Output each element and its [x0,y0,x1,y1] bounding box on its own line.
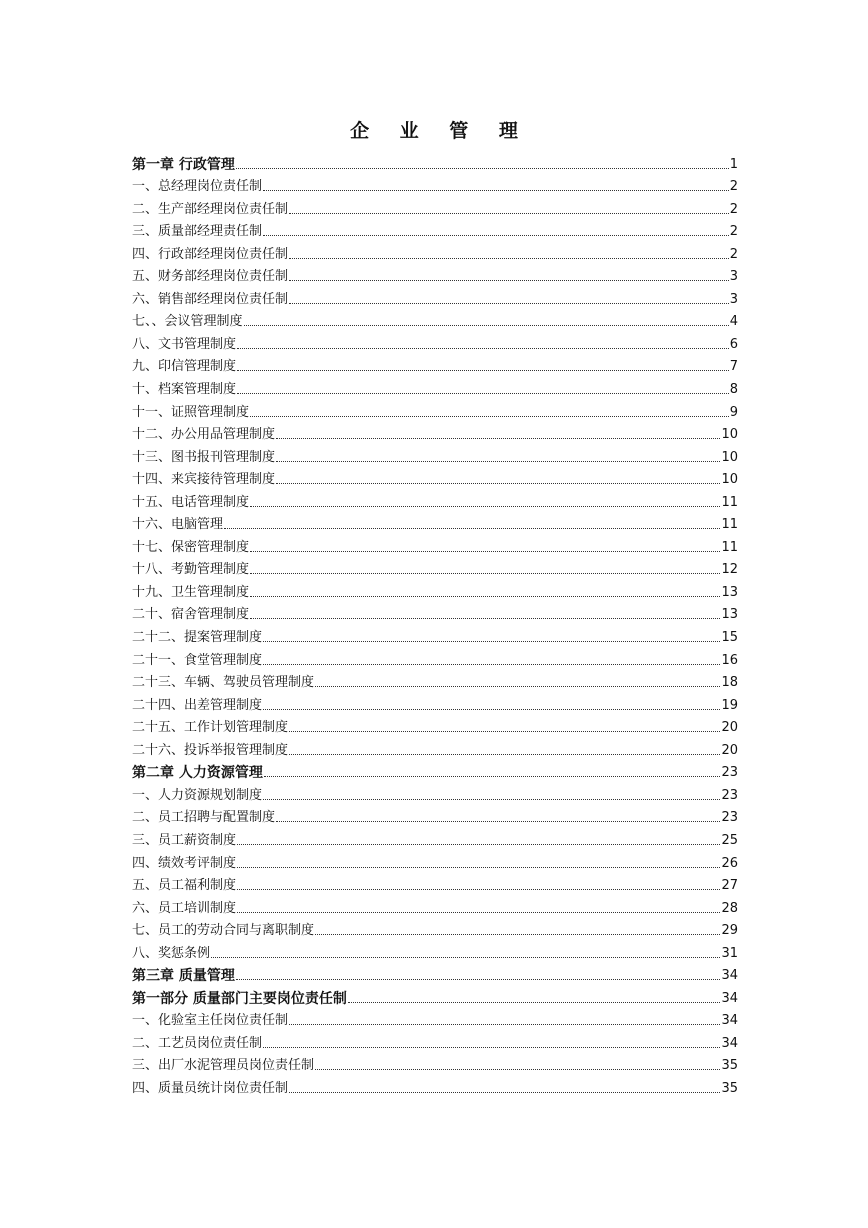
toc-page-number: 3 [729,291,738,307]
toc-page-number: 23 [721,787,738,803]
toc-dot-leader [250,617,720,619]
toc-dot-leader [315,685,720,687]
toc-entry[interactable] [132,781,738,804]
toc-entry[interactable] [132,939,738,962]
toc-entry-label: 七、、会议管理制度 [132,314,243,330]
toc-entry-label: 二十二、提案管理制度 [132,630,263,646]
toc-page-number: 11 [721,539,738,555]
toc-dot-leader [289,279,729,281]
toc-dot-leader [224,527,720,529]
toc-entry[interactable] [132,804,738,827]
toc-dot-leader [276,482,720,484]
toc-dot-leader [289,1091,720,1093]
toc-page-number: 10 [721,449,738,465]
toc-page-number: 8 [729,382,738,398]
toc-dot-leader [250,550,720,552]
toc-page-number: 12 [721,562,738,578]
toc-entry-label: 五、员工福利制度 [132,878,237,894]
toc-page-number: 16 [721,652,738,668]
toc-entry-label: 十四、来宾接待管理制度 [132,472,276,488]
toc-page-number: 27 [721,878,738,894]
toc-page-number: 23 [721,810,738,826]
toc-dot-leader [263,1046,720,1048]
toc-page-number: 2 [729,224,738,240]
toc-dot-leader [263,798,720,800]
toc-dot-leader [348,1001,721,1003]
toc-entry-label: 二、工艺员岗位责任制 [132,1035,263,1051]
toc-page-number: 34 [721,1035,738,1051]
toc-entry[interactable] [132,511,738,534]
toc-entry[interactable] [132,736,738,759]
toc-dot-leader [244,324,729,326]
toc-page-number: 2 [729,179,738,195]
toc-page-number: 3 [729,269,738,285]
toc-entry[interactable] [132,872,738,895]
toc-entry-label: 十三、图书报刊管理制度 [132,449,276,465]
toc-dot-leader [263,663,720,665]
toc-chapter-heading[interactable] [132,150,738,173]
toc-entry-label: 二十五、工作计划管理制度 [132,720,289,736]
toc-dot-leader [236,167,729,169]
toc-entry[interactable] [132,1074,738,1097]
toc-chapter-heading[interactable] [132,759,738,782]
toc-page-number: 10 [721,427,738,443]
toc-entry[interactable] [132,285,738,308]
toc-page-number: 29 [721,923,738,939]
toc-entry-label: 二十六、投诉举报管理制度 [132,742,289,758]
toc-chapter-heading[interactable] [132,962,738,985]
toc-entry-label: 第一章 行政管理 [132,156,235,173]
toc-dot-leader [289,730,720,732]
toc-chapter-heading[interactable] [132,984,738,1007]
toc-dot-leader [237,369,729,371]
toc-entry[interactable] [132,1007,738,1030]
toc-dot-leader [250,595,720,597]
toc-page-number: 35 [721,1058,738,1074]
toc-page-number: 13 [721,584,738,600]
toc-entry-label: 八、文书管理制度 [132,336,237,352]
toc-page-number: 2 [729,246,738,262]
toc-entry[interactable] [132,195,738,218]
toc-page-number: 4 [729,314,738,330]
toc-dot-leader [276,460,720,462]
toc-entry-label: 六、员工培训制度 [132,900,237,916]
toc-page-number: 28 [721,900,738,916]
toc-dot-leader [237,347,729,349]
toc-entry-label: 第三章 质量管理 [132,968,235,985]
toc-entry-label: 二、员工招聘与配置制度 [132,810,276,826]
toc-entry-label: 七、员工的劳动合同与离职制度 [132,923,315,939]
toc-entry[interactable] [132,375,738,398]
document-title: 企 业 管 理 [350,120,530,142]
toc-entry[interactable] [132,601,738,624]
toc-page-number: 23 [721,765,738,781]
toc-dot-leader [250,505,720,507]
toc-entry-label: 二十、宿舍管理制度 [132,607,250,623]
toc-dot-leader [236,978,721,980]
toc-entry[interactable] [132,173,738,196]
toc-entry[interactable] [132,646,738,669]
toc-entry-label: 十七、保密管理制度 [132,539,250,555]
toc-entry-label: 八、奖惩条例 [132,945,211,961]
toc-entry[interactable] [132,714,738,737]
toc-page-number: 11 [721,494,738,510]
toc-dot-leader [263,708,720,710]
toc-page-number: 34 [721,1013,738,1029]
toc-page-number: 9 [729,404,738,420]
toc-entry[interactable] [132,240,738,263]
toc-dot-leader [237,392,729,394]
toc-entry[interactable] [132,1029,738,1052]
toc-entry-label: 二十三、车辆、驾驶员管理制度 [132,675,315,691]
toc-entry-label: 第一部分 质量部门主要岗位责任制 [132,990,347,1007]
table-of-contents [132,150,738,1097]
toc-page-number: 31 [721,945,738,961]
toc-entry-label: 二十四、出差管理制度 [132,697,263,713]
toc-entry-label: 三、出厂水泥管理员岗位责任制 [132,1058,315,1074]
toc-entry[interactable] [132,443,738,466]
toc-dot-leader [250,415,729,417]
toc-dot-leader [289,753,720,755]
toc-entry-label: 三、质量部经理责任制 [132,224,263,240]
toc-dot-leader [263,640,720,642]
toc-entry-label: 六、销售部经理岗位责任制 [132,291,289,307]
toc-dot-leader [250,572,720,574]
toc-dot-leader [211,956,720,958]
toc-entry[interactable] [132,421,738,444]
toc-dot-leader [289,257,729,259]
toc-dot-leader [263,234,729,236]
toc-entry-label: 四、行政部经理岗位责任制 [132,246,289,262]
toc-page-number: 25 [721,832,738,848]
toc-entry-label: 十一、证照管理制度 [132,404,250,420]
toc-entry-label: 五、财务部经理岗位责任制 [132,269,289,285]
toc-dot-leader [315,1068,720,1070]
toc-entry[interactable] [132,330,738,353]
toc-entry[interactable] [132,466,738,489]
toc-entry[interactable] [132,533,738,556]
toc-dot-leader [289,302,729,304]
toc-dot-leader [276,437,720,439]
toc-dot-leader [264,775,721,777]
toc-entry-label: 三、员工薪资制度 [132,832,237,848]
toc-entry-label: 九、印信管理制度 [132,359,237,375]
toc-entry[interactable] [132,218,738,241]
toc-page-number: 26 [721,855,738,871]
toc-page-number: 10 [721,472,738,488]
toc-entry-label: 二、生产部经理岗位责任制 [132,201,289,217]
toc-entry[interactable] [132,578,738,601]
toc-entry-label: 第二章 人力资源管理 [132,765,263,782]
toc-entry[interactable] [132,669,738,692]
toc-entry[interactable] [132,623,738,646]
toc-entry-label: 十、档案管理制度 [132,382,237,398]
toc-dot-leader [237,911,720,913]
toc-page-number: 35 [721,1080,738,1096]
toc-entry[interactable] [132,1052,738,1075]
toc-entry-label: 一、化验室主任岗位责任制 [132,1013,289,1029]
toc-page-number: 1 [729,156,738,172]
toc-entry-label: 十八、考勤管理制度 [132,562,250,578]
toc-entry-label: 四、绩效考评制度 [132,855,237,871]
toc-entry[interactable] [132,353,738,376]
toc-page-number: 34 [721,968,738,984]
toc-page-number: 19 [721,697,738,713]
toc-entry[interactable] [132,556,738,579]
toc-dot-leader [237,843,720,845]
toc-entry[interactable] [132,691,738,714]
toc-entry-label: 十九、卫生管理制度 [132,584,250,600]
toc-page-number: 7 [729,359,738,375]
toc-page-number: 34 [721,990,738,1006]
toc-dot-leader [289,212,729,214]
toc-dot-leader [276,820,720,822]
toc-dot-leader [237,888,720,890]
toc-page-number: 15 [721,630,738,646]
toc-entry-label: 二十一、食堂管理制度 [132,652,263,668]
toc-entry-label: 一、总经理岗位责任制 [132,179,263,195]
toc-entry-label: 一、人力资源规划制度 [132,787,263,803]
toc-entry-label: 四、质量员统计岗位责任制 [132,1080,289,1096]
toc-dot-leader [289,1023,720,1025]
toc-entry-label: 十二、办公用品管理制度 [132,427,276,443]
toc-page-number: 11 [721,517,738,533]
toc-dot-leader [315,933,720,935]
toc-entry[interactable] [132,398,738,421]
toc-entry[interactable] [132,826,738,849]
toc-entry-label: 十五、电话管理制度 [132,494,250,510]
toc-page-number: 20 [721,742,738,758]
toc-entry[interactable] [132,849,738,872]
toc-entry[interactable] [132,917,738,940]
toc-dot-leader [237,866,720,868]
toc-dot-leader [263,189,729,191]
toc-page-number: 20 [721,720,738,736]
toc-entry[interactable] [132,263,738,286]
toc-page-number: 13 [721,607,738,623]
toc-page-number: 18 [721,675,738,691]
toc-entry[interactable] [132,488,738,511]
toc-page-number: 6 [729,336,738,352]
toc-page-number: 2 [729,201,738,217]
toc-entry-label: 十六、电脑管理 [132,517,224,533]
toc-entry[interactable] [132,308,738,331]
toc-entry[interactable] [132,894,738,917]
